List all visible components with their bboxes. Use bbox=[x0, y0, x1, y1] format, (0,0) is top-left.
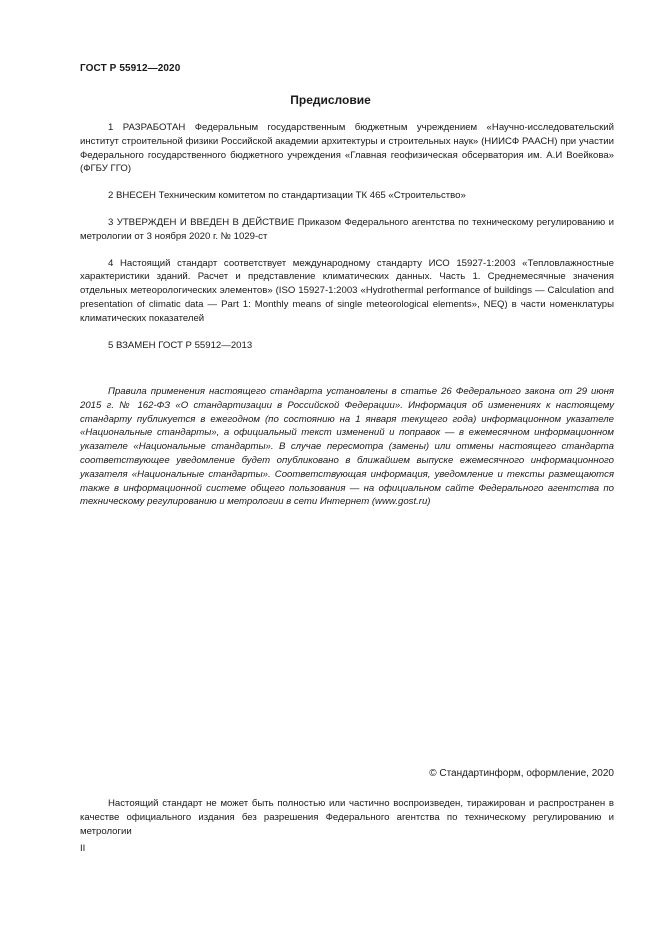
foreword-items bbox=[80, 121, 614, 365]
foreword-item-5: 5 ВЗАМЕН ГОСТ Р 55912—2013 bbox=[108, 339, 253, 351]
page-number: II bbox=[80, 843, 86, 854]
foreword-item-2: 2 ВНЕСЕН Техническим комитетом по стандартизации ТК 465 «Строительство» bbox=[108, 190, 466, 202]
reproduction-notice: Настоящий стандарт не может быть полностью или частично воспроизведен, тиражирован и распространен в качестве официального издания без разрешения Федерального агентства по техническому регулированию и метрологии bbox=[80, 798, 614, 837]
standard-code-header: ГОСТ Р 55912—2020 bbox=[80, 63, 181, 74]
foreword-item-3: 3 УТВЕРЖДЕН И ВВЕДЕН В ДЕЙСТВИЕ Приказом Федерального агентства по техническому регулированию и метрологии от 3 ноября 2020 г. № 1029-ст bbox=[80, 216, 614, 242]
foreword-item-4: 4 Настоящий стандарт соответствует международному стандарту ИСО 15927-1:2003 «Тепловлажностные характеристики зданий. Расчет и представление климатических данных. Часть 1. Среднемесячные значения отдельных метеорологических элементов» (ISO 15927-1:2003 «Hydrothermal performance of buildings — Calculation and presentation of climatic data — Part 1: Monthly means of single meteorological elements», NEQ) в части номенклатуры климатических показателей bbox=[80, 257, 614, 324]
foreword-title: Предисловие bbox=[290, 93, 371, 107]
application-rules-notice: Правила применения настоящего стандарта установлены в статье 26 Федерального закона от 29 июня 2015 г. № 162-ФЗ «О стандартизации в Российской Федерации». Информация об изменениях к настоящему стандарту публикуется в ежегодном (по состоянию на 1 января текущего года) информационном указателе «Национальные стандарты», а официальный текст изменений и поправок — в ежемесячном информационном указателе «Национальные стандарты». В случае пересмотра (замены) или отмены настоящего стандарта соответствующее уведомление будет опубликовано в ближайшем выпуске ежемесячного информационного указателя «Национальные стандарты». Соответствующая информация, уведомление и тексты размещаются также в информационной системе общего пользования — на официальном сайте Федерального агентства по техническому регулированию и метрологии в сети Интернет (www.gost.ru) bbox=[80, 386, 614, 508]
copyright-line: © Стандартинформ, оформление, 2020 bbox=[429, 768, 614, 779]
foreword-item-1: 1 РАЗРАБОТАН Федеральным государственным бюджетным учреждением «Научно-исследовательский институт строительной физики Российской академии архитектуры и строительных наук» (НИИСФ РААСН) при участии Федерального государственного бюджетного учреждения «Главная геофизическая обсерватория им. А.И Воейкова» (ФГБУ ГГО) bbox=[80, 122, 614, 175]
